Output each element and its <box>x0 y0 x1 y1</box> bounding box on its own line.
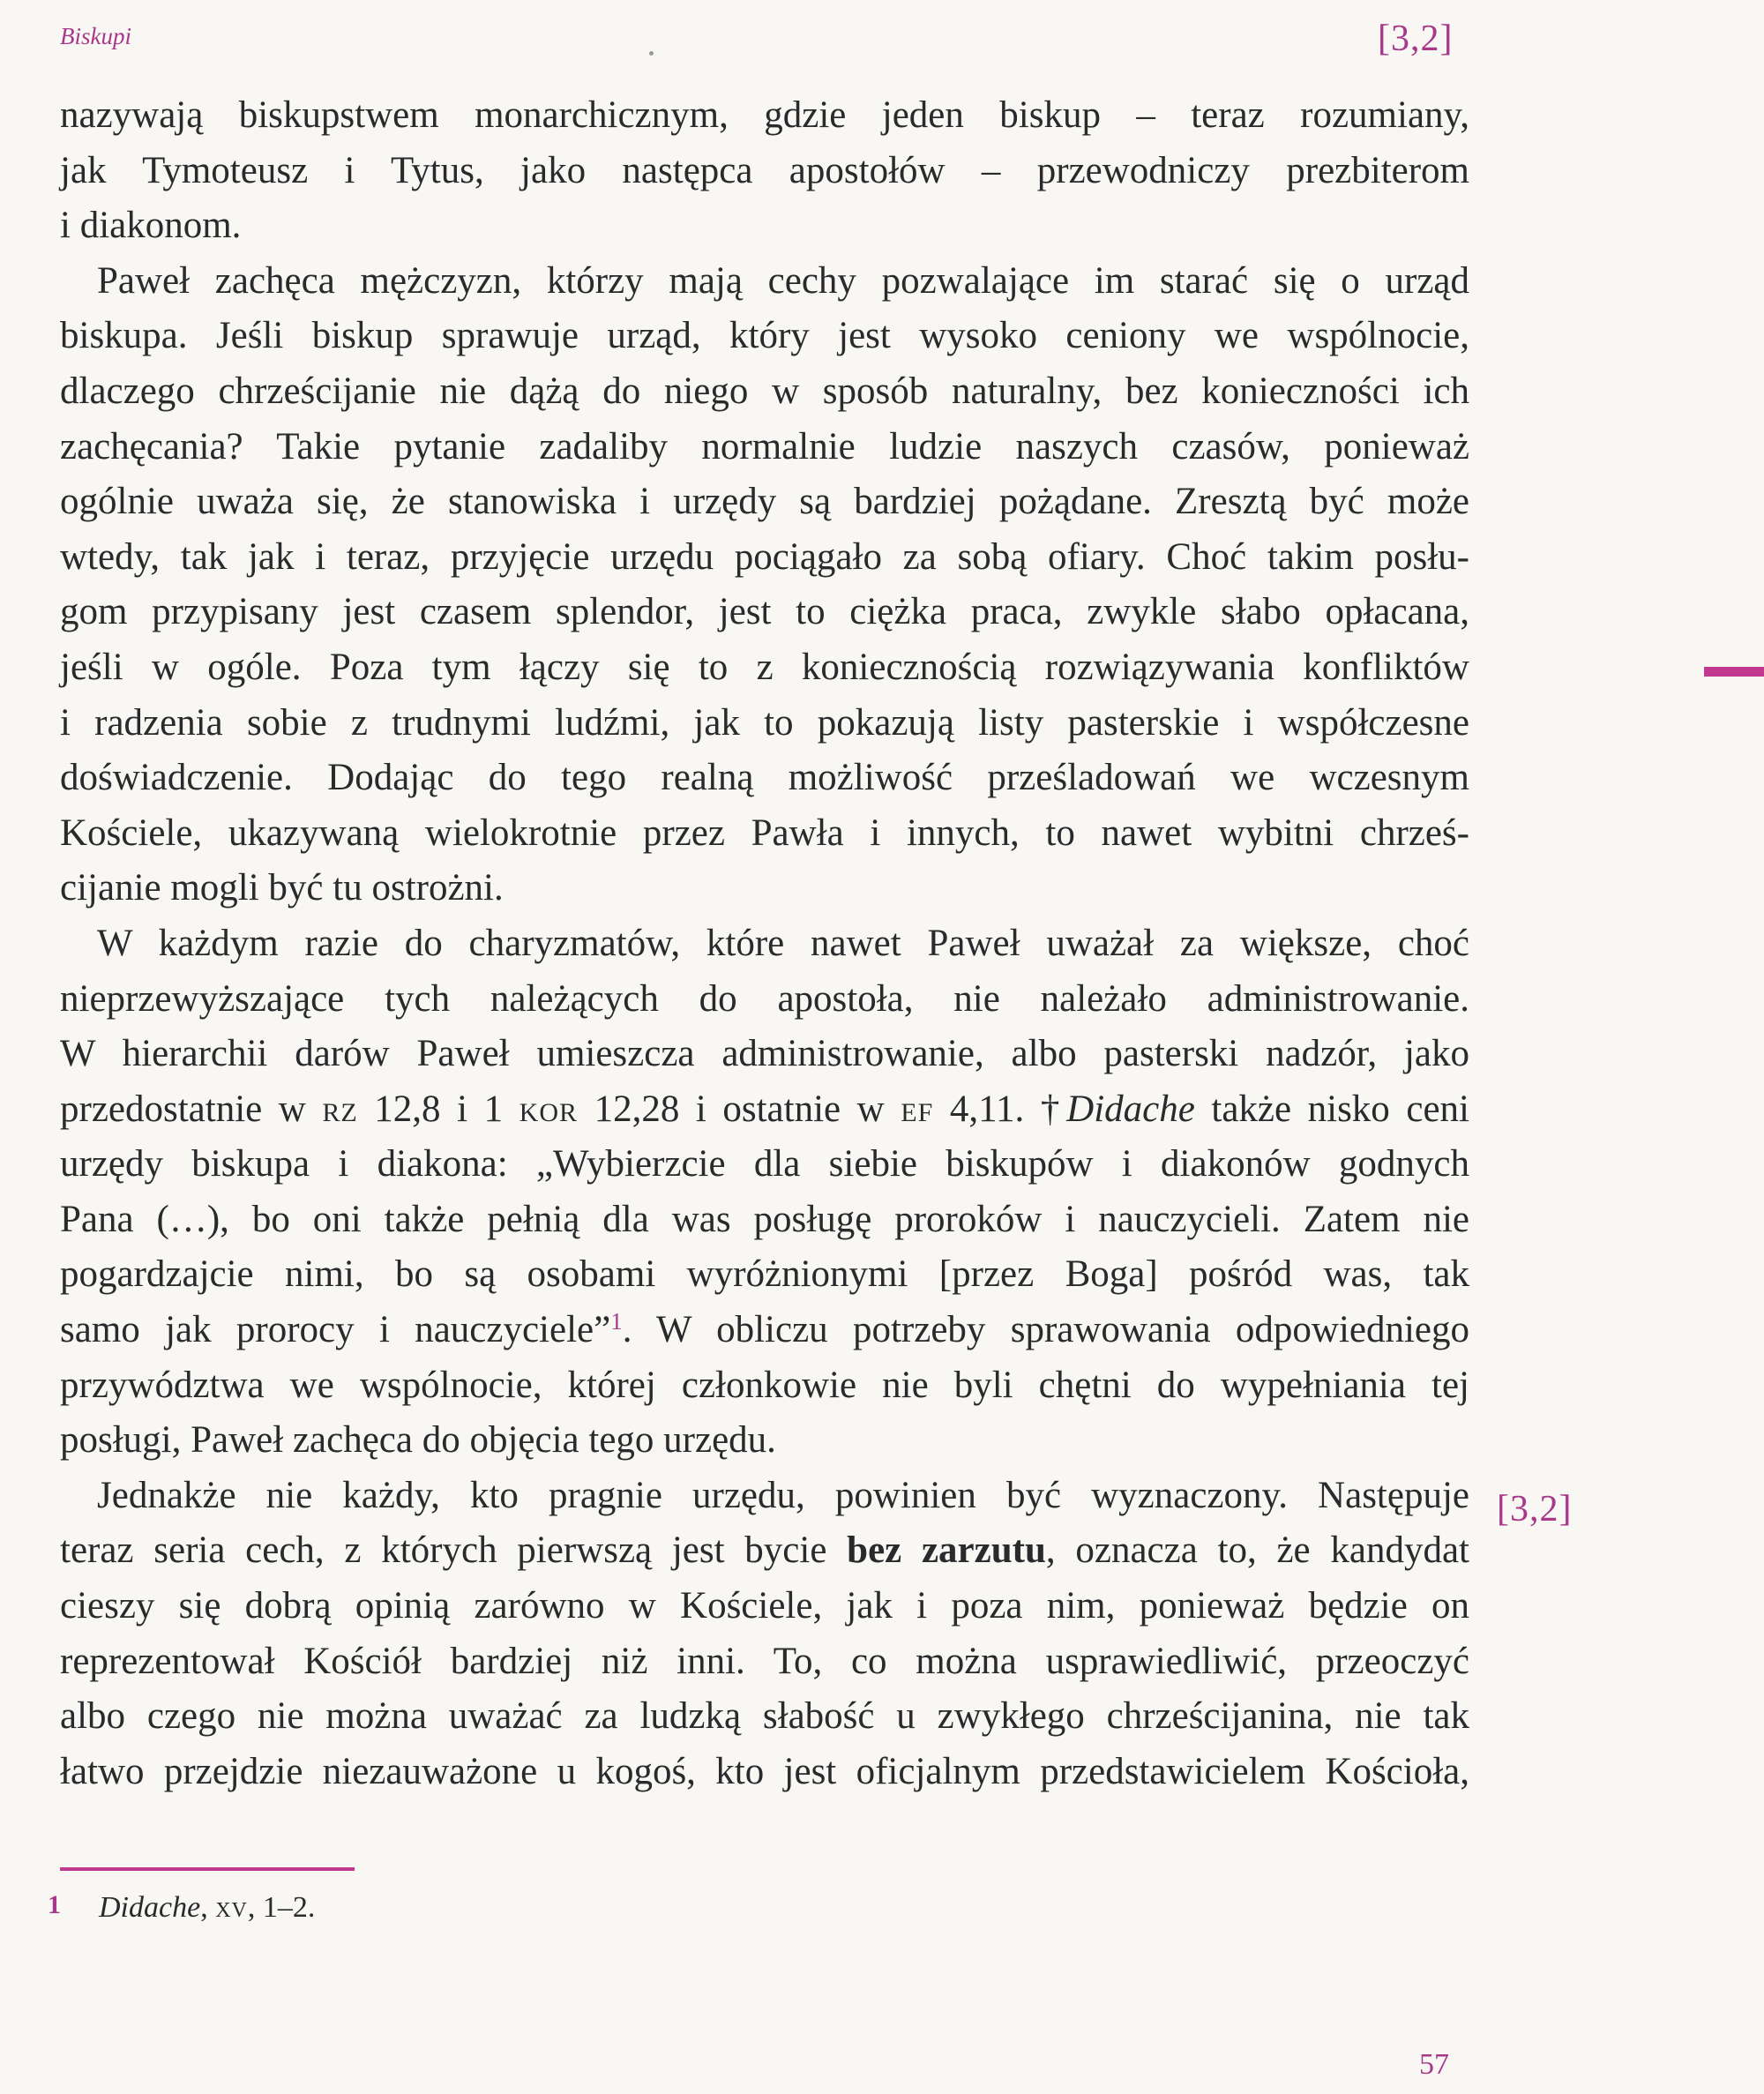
text-line: jak Tymoteusz i Tytus, jako następca apostołów – przewodniczy prezbiterom <box>60 149 1469 191</box>
text-fragment: przedostatnie w <box>60 1088 323 1130</box>
text-line: zachęcania? Takie pytanie zadaliby normalnie ludzie naszych czasów, ponieważ <box>60 425 1469 467</box>
text-line: posługi, Paweł zachęca do objęcia tego urzędu. <box>60 1419 776 1462</box>
text-line: wtedy, tak jak i teraz, przyjęcie urzędu pociągało za sobą ofiary. Choć takim posłu- <box>60 535 1469 578</box>
page-number: 57 <box>1419 2048 1449 2081</box>
ink-speck <box>649 51 654 56</box>
text-line: pogardzajcie nimi, bo są osobami wyróżnionymi [przez Boga] pośród was, tak <box>60 1253 1469 1296</box>
main-text <box>60 88 1469 1799</box>
text-fragment: 12,28 i ostatnie w <box>578 1088 901 1130</box>
text-line: Pana (…), bo oni także pełnią dla was posługę proroków i nauczycieli. Zatem nie <box>60 1198 1469 1240</box>
text-line: i radzenia sobie z trudnymi ludźmi, jak to pokazują listy pasterskie i współczesne <box>60 701 1469 744</box>
text-line: doświadczenie. Dodając do tego realną możliwość prześladowań we wczesnym <box>60 757 1469 799</box>
book-abbreviation: kor <box>519 1088 579 1130</box>
text-line: albo czego nie można uważać za ludzką słabość u zwykłego chrześcijanina, nie tak <box>60 1695 1469 1738</box>
text-line: cieszy się dobrą opinią zarówno w Kościele, jak i poza nim, ponieważ będzie on <box>60 1585 1469 1627</box>
text-line: Jednakże nie każdy, kto pragnie urzędu, powinien być wyznaczony. Następuje <box>97 1474 1469 1516</box>
text-fragment: teraz seria cech, z których pierwszą jest bycie <box>60 1529 848 1572</box>
header-verse-reference: [3,2] <box>1378 19 1454 59</box>
footnote-text <box>99 1891 315 1925</box>
text-line: nieprzewyższające tych należących do apostoła, nie należało administrowanie. <box>60 977 1469 1020</box>
text-line: dlaczego chrześcijanie nie dążą do niego w sposób naturalny, bez konieczności ich <box>60 370 1469 412</box>
text-line: nazywają biskupstwem monarchicznym, gdzie jeden biskup – teraz rozumiany, <box>60 94 1469 136</box>
text-line: łatwo przejdzie niezauważone u kogoś, kto jest oficjalnym przedstawicielem Kościoła, <box>60 1750 1469 1792</box>
text-fragment: 12,8 i 1 <box>357 1088 519 1130</box>
text-fragment: samo jak prorocy i nauczyciele” <box>60 1309 611 1351</box>
text-line-with-references <box>60 1082 1469 1138</box>
text-fragment: 4,11. † <box>933 1088 1067 1130</box>
text-line: jeśli w ogóle. Poza tym łączy się to z koniecznością rozwiązywania konfliktów <box>60 646 1469 688</box>
text-line: urzędy biskupa i diakona: „Wybierzcie dla siebie biskupów i diakonów godnych <box>60 1143 1469 1185</box>
text-line: Kościele, ukazywaną wielokrotnie przez Pawła i innych, to nawet wybitni chrześ- <box>60 811 1469 854</box>
text-line: W każdym razie do charyzmatów, które nawet Paweł uważał za większe, choć <box>97 922 1469 964</box>
footnote-fragment: , <box>200 1891 216 1924</box>
text-line: gom przypisany jest czasem splendor, jest to ciężka praca, zwykle słabo opłacana, <box>60 591 1469 633</box>
text-line: reprezentował Kościół bardziej niż inni. To, co można usprawiedliwić, przeoczyć <box>60 1640 1469 1682</box>
text-line: W hierarchii darów Paweł umieszcza administrowanie, albo pasterski nadzór, jako <box>60 1033 1469 1075</box>
text-line: biskupa. Jeśli biskup sprawuje urząd, który jest wysoko ceniony we wspólnocie, <box>60 315 1469 357</box>
text-line-with-emphasis <box>60 1523 1469 1579</box>
text-line: przywództwa we wspólnocie, której członkowie nie byli chętni do wypełniania tej <box>60 1364 1469 1406</box>
text-line: cijanie mogli być tu ostrożni. <box>60 867 504 909</box>
footnote-fragment: , 1–2. <box>247 1891 316 1924</box>
footnote-title: Didache <box>99 1891 201 1924</box>
text-line: Paweł zachęca mężczyzn, którzy mają cechy pozwalające im starać się o urząd <box>97 259 1469 302</box>
text-fragment: , oznacza to, że kandydat <box>1045 1529 1469 1572</box>
text-fragment: . W obliczu potrzeby sprawowania odpowiedniego <box>622 1309 1470 1351</box>
text-line: ogólnie uważa się, że stanowiska i urzędy są bardziej pożądane. Zresztą być może <box>60 481 1469 523</box>
text-fragment: także nisko ceni <box>1194 1088 1469 1130</box>
footnote-number: 1 <box>48 1890 61 1919</box>
book-abbreviation: ef <box>901 1088 934 1130</box>
running-head: Biskupi <box>60 23 131 49</box>
emphasis-term: bez zarzutu <box>847 1529 1046 1572</box>
footnote-marker[interactable]: 1 <box>610 1308 623 1335</box>
margin-verse-reference: [3,2] <box>1497 1489 1573 1529</box>
footnote-chapter: xv <box>215 1891 248 1924</box>
book-abbreviation: rz <box>322 1088 358 1130</box>
footnote-separator <box>60 1867 355 1871</box>
margin-tab-marker <box>1704 667 1764 677</box>
work-title: Didache <box>1066 1088 1195 1130</box>
text-line-with-footnote <box>60 1303 1469 1358</box>
text-line: i diakonom. <box>60 205 242 247</box>
